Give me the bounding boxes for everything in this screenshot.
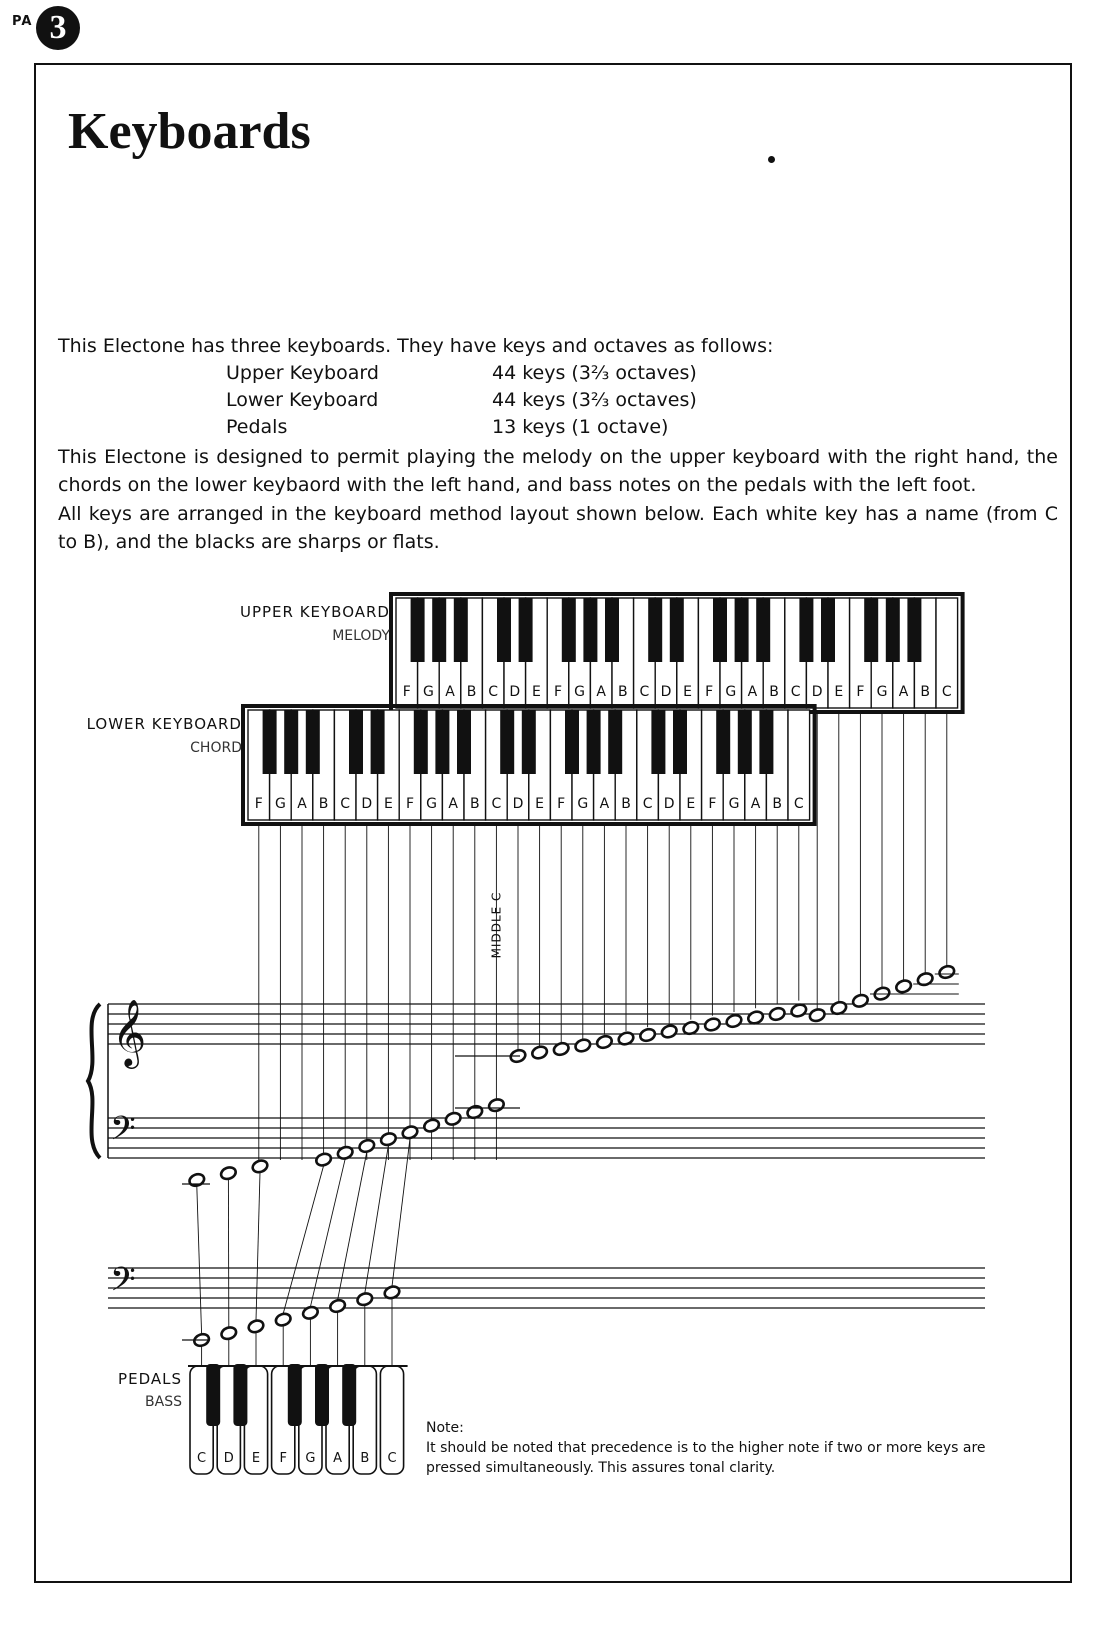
upper-key-label: E <box>683 684 693 700</box>
pedal-bass-clef: 𝄢 <box>110 1261 136 1307</box>
treble-note <box>639 1027 657 1042</box>
upper-black-key <box>756 598 770 662</box>
pedal-black-key <box>342 1364 356 1426</box>
upper-key-label: D <box>509 684 521 700</box>
bass-note <box>358 1138 376 1153</box>
upper-key-label: C <box>639 684 650 700</box>
bass-note <box>444 1111 462 1126</box>
pedal-keyboard <box>188 1364 408 1474</box>
pedal-black-key <box>206 1364 220 1426</box>
lower-keyboard-role: CHORD <box>190 740 242 756</box>
upper-black-key <box>432 598 446 662</box>
note-box <box>426 1418 1026 1478</box>
lower-key-label: C <box>491 796 502 812</box>
treble-note <box>725 1013 743 1028</box>
treble-note <box>595 1034 613 1049</box>
lower-black-key <box>759 710 773 774</box>
upper-black-key <box>497 598 511 662</box>
upper-black-key <box>821 598 835 662</box>
upper-black-key <box>886 598 900 662</box>
lower-key-label: E <box>686 796 696 812</box>
spec-name: Upper Keyboard <box>226 362 379 384</box>
upper-key-label: F <box>402 684 411 700</box>
lower-black-key <box>651 710 665 774</box>
upper-black-key <box>864 598 878 662</box>
lower-black-key <box>263 710 277 774</box>
notes <box>182 964 959 1347</box>
upper-key-label: C <box>941 684 952 700</box>
spec-value: 13 keys (1 octave) <box>492 416 669 438</box>
treble-note <box>574 1038 592 1053</box>
bass-note <box>487 1097 505 1112</box>
lower-key-label: B <box>621 796 631 812</box>
lower-black-key <box>673 710 687 774</box>
paragraph-usage: This Electone is designed to permit playing the melody on the upper keyboard with the right hand, the chords on the lower keybaord with the left hand, and bass notes on the pedals with the left foot. <box>58 446 1058 496</box>
upper-note <box>851 993 869 1008</box>
lower-black-key <box>349 710 363 774</box>
pedal-black-key <box>315 1364 329 1426</box>
upper-key-label: C <box>790 684 801 700</box>
lower-key-label: G <box>426 796 438 812</box>
lower-key-label: G <box>577 796 589 812</box>
pedal-black-key <box>288 1364 302 1426</box>
connector-line <box>197 1186 202 1334</box>
bass-note <box>219 1165 237 1180</box>
pedal-note <box>356 1291 374 1306</box>
lower-black-key <box>371 710 385 774</box>
upper-key-label: A <box>596 684 606 700</box>
pedals-label: PEDALS <box>118 1370 182 1388</box>
lower-key-label: G <box>274 796 286 812</box>
lower-black-key <box>587 710 601 774</box>
upper-black-key <box>519 598 533 662</box>
upper-note <box>808 1007 826 1022</box>
lower-key-label: E <box>383 796 393 812</box>
lower-black-key <box>716 710 730 774</box>
bass-clef: 𝄢 <box>110 1110 136 1156</box>
spec-name: Pedals <box>226 416 288 438</box>
pedal-note <box>329 1298 347 1313</box>
lower-key-label: A <box>750 796 761 812</box>
page-number: 3 <box>36 6 80 50</box>
upper-key-label: G <box>574 684 586 700</box>
upper-black-key <box>454 598 468 662</box>
lower-black-key <box>608 710 622 774</box>
bass-note <box>251 1159 269 1174</box>
lower-key-label: F <box>254 796 263 812</box>
connector-line <box>310 1159 345 1307</box>
bass-note <box>423 1118 441 1133</box>
note-heading: Note: <box>426 1420 464 1436</box>
lower-key-label: B <box>772 796 783 812</box>
upper-key-label: A <box>898 684 909 700</box>
lower-key-label: D <box>663 796 675 812</box>
treble-note <box>790 1003 808 1018</box>
upper-key-label: E <box>531 684 541 700</box>
lower-key-label: D <box>512 796 524 812</box>
upper-black-key <box>670 598 684 662</box>
spec-name: Lower Keyboard <box>226 389 379 411</box>
upper-key-label: E <box>834 684 844 700</box>
pedal-key-label: A <box>333 1451 343 1466</box>
lower-keyboard-label: LOWER KEYBOARD <box>86 715 242 733</box>
upper-key-label: A <box>747 684 758 700</box>
lower-key-label: F <box>708 796 717 812</box>
bass-note <box>188 1172 206 1187</box>
upper-key-label: D <box>660 684 672 700</box>
upper-black-key <box>583 598 597 662</box>
spec-value: 44 keys (3⅔ octaves) <box>492 362 697 384</box>
pedal-key-label: C <box>387 1451 397 1466</box>
upper-black-key <box>648 598 662 662</box>
pedal-note <box>301 1305 319 1320</box>
pedal-note <box>274 1312 292 1327</box>
upper-key-label: G <box>422 684 434 700</box>
lower-black-key <box>457 710 471 774</box>
pedal-key-label: C <box>197 1451 207 1466</box>
lower-black-key <box>522 710 536 774</box>
lower-key-label: F <box>557 796 566 812</box>
lower-key-label: D <box>361 796 373 812</box>
upper-key-label: F <box>705 684 714 700</box>
lower-key-label: C <box>340 796 351 812</box>
upper-key-label: G <box>876 684 888 700</box>
upper-keyboard <box>391 594 963 712</box>
lower-black-key <box>414 710 428 774</box>
lower-key-label: E <box>535 796 545 812</box>
pedal-black-key <box>233 1364 247 1426</box>
upper-key-label: D <box>811 684 823 700</box>
lower-key-label: G <box>728 796 740 812</box>
pedal-key-label: G <box>305 1451 316 1466</box>
pedal-key-label: E <box>251 1451 261 1466</box>
lower-key-label: A <box>297 796 307 812</box>
note-body: It should be noted that precedence is to the higher note if two or more keys are pressed simultaneously. This assures tonal clarity. <box>426 1440 986 1476</box>
upper-key-label: B <box>617 684 628 700</box>
upper-note <box>938 964 956 979</box>
lower-black-key <box>284 710 298 774</box>
pedal-key-label: B <box>360 1451 370 1466</box>
pedal-key-label: F <box>279 1451 287 1466</box>
upper-black-key <box>562 598 576 662</box>
pedal-note <box>220 1325 238 1340</box>
upper-black-key <box>411 598 425 662</box>
lower-black-key <box>565 710 579 774</box>
upper-key-label: C <box>488 684 499 700</box>
upper-note <box>916 971 934 986</box>
upper-keyboard-label: UPPER KEYBOARD <box>239 603 390 621</box>
treble-note <box>747 1010 765 1025</box>
page-tag: PA <box>12 14 33 29</box>
lower-black-key <box>500 710 514 774</box>
treble-clef: 𝄞 <box>112 998 147 1066</box>
lower-key-label: A <box>599 796 610 812</box>
spec-value: 44 keys (3⅔ octaves) <box>492 389 697 411</box>
intro-text: This Electone has three keyboards. They have keys and octaves as follows: <box>58 335 774 357</box>
lower-keyboard <box>243 706 815 824</box>
connector-line <box>283 1166 323 1314</box>
upper-note <box>895 979 913 994</box>
grand-staff-brace <box>88 1004 100 1158</box>
bass-note <box>315 1152 333 1167</box>
paragraph-layout: All keys are arranged in the keyboard method layout shown below. Each white key has a name (from C to B), and the blacks are sharps or flats. <box>58 503 1058 553</box>
pedals-role: BASS <box>145 1394 182 1410</box>
connector-line <box>392 1138 410 1286</box>
lower-key-label: B <box>469 796 480 812</box>
lower-black-key <box>435 710 449 774</box>
staves <box>88 998 985 1308</box>
pedal-note <box>247 1319 265 1334</box>
lower-black-key <box>306 710 320 774</box>
upper-keyboard-role: MELODY <box>332 628 390 644</box>
lower-key-label: A <box>448 796 458 812</box>
upper-key-label: F <box>553 684 563 700</box>
treble-note <box>531 1045 549 1060</box>
upper-black-key <box>735 598 749 662</box>
middle-c-label: MIDDLE C <box>489 891 504 959</box>
pedal-key-label: D <box>223 1451 234 1466</box>
upper-black-key <box>605 598 619 662</box>
upper-black-key <box>713 598 727 662</box>
treble-note <box>703 1017 721 1032</box>
upper-key-label: B <box>466 684 477 700</box>
lower-key-label: F <box>405 796 415 812</box>
upper-black-key <box>799 598 813 662</box>
upper-key-label: B <box>769 684 779 700</box>
upper-black-key <box>907 598 921 662</box>
upper-key-label: B <box>920 684 931 700</box>
treble-note <box>660 1024 678 1039</box>
lower-black-key <box>738 710 752 774</box>
upper-key-label: G <box>725 684 737 700</box>
bass-note <box>379 1131 397 1146</box>
lower-key-label: B <box>318 796 329 812</box>
connector-line <box>365 1145 389 1293</box>
upper-key-label: F <box>856 684 865 700</box>
treble-note <box>768 1006 786 1021</box>
lower-key-label: C <box>793 796 804 812</box>
upper-key-label: A <box>445 684 455 700</box>
page-title: Keyboards <box>68 103 311 160</box>
lower-key-label: C <box>642 796 653 812</box>
